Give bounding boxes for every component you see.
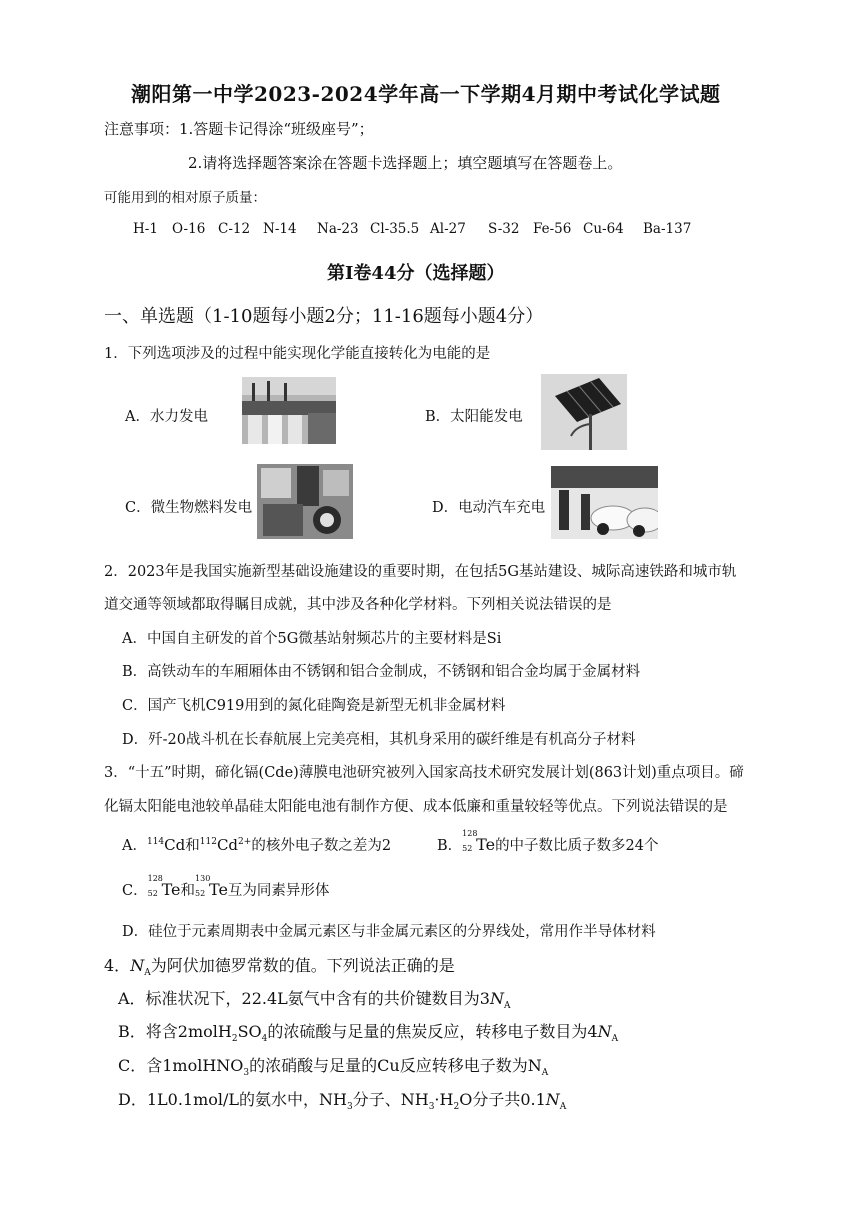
notice-line-1: 注意事项：1.答题卡记得涂“班级座号”； [104, 120, 374, 138]
atomic-mass-item: Ba-137 [643, 221, 692, 237]
microbial-fuel-cell-photo [257, 464, 353, 539]
atomic-mass-label: 可能用到的相对原子质量： [104, 190, 266, 206]
nuclide-te-130: 130 52 Te [195, 874, 228, 899]
solar-panel-photo [541, 374, 627, 450]
ev-charging-photo [551, 466, 658, 539]
q2-option-b: B．高铁动车的车厢厢体由不锈钢和铝合金制成，不锈钢和铝合金均属于金属材料 [122, 664, 641, 680]
atomic-mass-item: H-1 [133, 221, 158, 237]
hydropower-dam-photo [242, 377, 336, 444]
atomic-mass-item: Na-23 [317, 221, 359, 237]
nuclide-te-128: 128 52 Te [147, 874, 181, 899]
q1-option-c: C．微生物燃料发电 [125, 500, 253, 516]
section-title: 第Ⅰ卷44分（选择题） [327, 263, 505, 284]
q3-option-c: C． 128 52 Te和 130 52 Te互为同素异形体 [122, 874, 330, 899]
q3-option-b: B． 128 52 Te的中子数比质子数多24个 [437, 829, 659, 854]
atomic-mass-item: Fe-56 [533, 221, 572, 237]
atomic-mass-item: C-12 [218, 221, 251, 237]
q2-stem-line-2: 道交通等领域都取得瞩目成就，其中涉及各种化学材料。下列相关说法错误的是 [104, 597, 612, 613]
atomic-mass-item: Al-27 [430, 221, 466, 237]
q4-option-c: C．含1molHNO$_3$的浓硝酸与足量的Cu反应转移电子数为$N_A$ [118, 1056, 549, 1079]
q3-option-a: A．$^{114}$Cd和$^{112}Cd^{2+}$的核外电子数之差为2 [122, 836, 392, 854]
atomic-mass-item: N-14 [263, 221, 297, 237]
q2-stem-line-1: 2．2023年是我国实施新型基础设施建设的重要时期，在包括5G基站建设、城际高速铁路和城市轨 [104, 564, 737, 580]
q2-option-a: A．中国自主研发的首个5G微基站射频芯片的主要材料是Si [122, 631, 502, 647]
q1-option-a: A．水力发电 [125, 409, 208, 425]
q1-option-b: B．太阳能发电 [425, 409, 523, 425]
nuclide-te-128: 128 52 Te [462, 829, 496, 854]
atomic-mass-item: Cl-35.5 [370, 221, 420, 237]
q4-option-d: D．1L0.1mol/L的氨水中，$NH_3$分子、$NH_3\cdot H_2O$分子共$0.1N_A$ [118, 1090, 567, 1113]
notice-line-2: 2.请将选择题答案涂在答题卡选择题上；填空题填写在答题卷上。 [188, 154, 623, 172]
q4-option-a: A．标准状况下，22.4L氨气中含有的共价键数目为$3N_A$ [118, 989, 511, 1012]
atomic-mass-item: O-16 [172, 221, 206, 237]
q4-stem: 4．$N_A$为阿伏加德罗常数的值。下列说法正确的是 [104, 956, 455, 979]
q1-stem: 1．下列选项涉及的过程中能实现化学能直接转化为电能的是 [104, 346, 491, 362]
q2-option-d: D．歼-20战斗机在长春航展上完美亮相，其机身采用的碳纤维是有机高分子材料 [122, 732, 636, 748]
page-title: 潮阳第一中学2023-2024学年高一下学期4月期中考试化学试题 [131, 82, 721, 106]
q3-stem-line-2: 化镉太阳能电池较单晶硅太阳能电池有制作方便、成本低廉和重量较轻等优点。下列说法错误的是 [104, 799, 728, 815]
part-title: 一、单选题（1-10题每小题2分；11-16题每小题4分） [104, 306, 544, 327]
q1-option-d: D．电动汽车充电 [432, 500, 546, 516]
q2-option-c: C．国产飞机C919用到的氮化硅陶瓷是新型无机非金属材料 [122, 698, 506, 714]
atomic-mass-item: Cu-64 [583, 221, 624, 237]
q4-option-b: B．将含$2molH_2SO_4$的浓硫酸与足量的焦炭反应，转移电子数目为$4N_A$ [118, 1022, 619, 1045]
atomic-mass-item: S-32 [488, 221, 520, 237]
q3-stem-line-1: 3．“十五”时期，碲化镉(Cde)薄膜电池研究被列入国家高技术研究发展计划(863计划)重点项目。碲 [104, 765, 744, 781]
q3-option-d: D．硅位于元素周期表中金属元素区与非金属元素区的分界线处，常用作半导体材料 [122, 924, 656, 940]
